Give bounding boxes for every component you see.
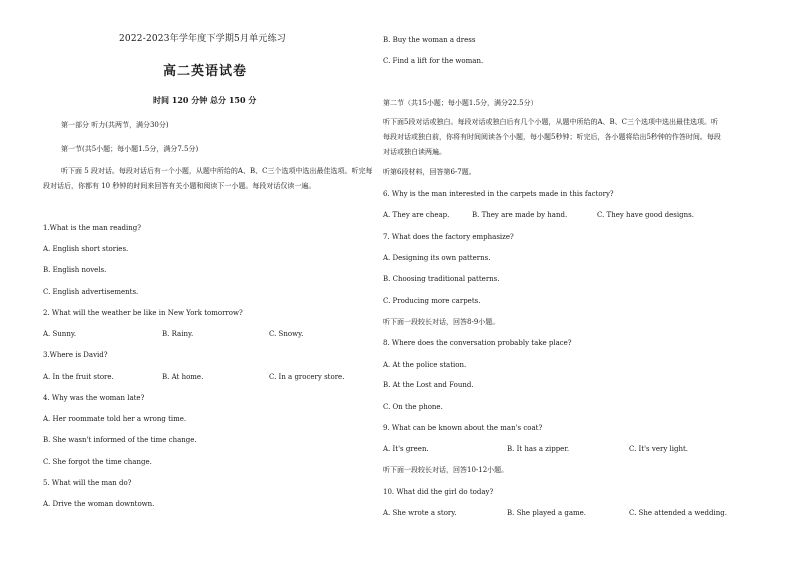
q8-option-b: B. At the Lost and Found. xyxy=(383,381,474,389)
q1-option-b: B. English novels. xyxy=(43,266,107,274)
q9-option-b: B. It has a zipper. xyxy=(507,445,570,453)
q5-option-b: B. Buy the woman a dress xyxy=(383,36,476,44)
q5-option-c: C. Find a lift for the woman. xyxy=(383,57,484,65)
material6-label: 听第6段材料，回答第6-7题。 xyxy=(383,168,476,176)
q4-option-a: A. Her roommate told her a wrong time. xyxy=(43,415,187,423)
part1-heading: 第一部分 听力(共两节，满分30分) xyxy=(61,121,169,129)
q8-stem: 8. Where does the conversation probably take place? xyxy=(383,339,572,347)
q10-option-a: A. She wrote a story. xyxy=(383,509,457,517)
q7-option-b: B. Choosing traditional patterns. xyxy=(383,275,500,283)
q1-option-c: C. English advertisements. xyxy=(43,288,139,296)
q3-option-c: C. In a grocery store. xyxy=(269,373,345,381)
q5-option-a: A. Drive the woman downtown. xyxy=(43,500,155,508)
q3-option-b: B. At home. xyxy=(162,373,204,381)
q2-option-a: A. Sunny. xyxy=(43,330,77,338)
q3-option-a: A. In the fruit store. xyxy=(43,373,114,381)
q6-option-b: B. They are made by hand. xyxy=(472,211,568,219)
q4-stem: 4. Why was the woman late? xyxy=(43,394,145,402)
q10-option-b: B. She played a game. xyxy=(507,509,587,517)
q7-option-a: A. Designing its own patterns. xyxy=(383,254,491,262)
q1-option-a: A. English short stories. xyxy=(43,245,129,253)
q6-option-a: A. They are cheap. xyxy=(383,211,450,219)
section2-intro: 听下面5段对话或独白。每段对话或独白后有几个小题，从题中所给的A、B、C三个选项中选出最佳选项。听每段对话或独白前，你将有时间阅读各个小题，每小题5秒钟；听完后，各小题将给出5秒钟的作答时间。每段对话或独白读两遍。 xyxy=(383,118,721,156)
q5-stem: 5. What will the man do? xyxy=(43,479,132,487)
q4-option-b: B. She wasn't informed of the time change. xyxy=(43,436,197,444)
material7-label: 听下面一段较长对话，回答8-9小题。 xyxy=(383,318,500,326)
q2-option-b: B. Rainy. xyxy=(162,330,194,338)
school-year-title: 2022-2023年学年度下学期5月单元练习 xyxy=(119,34,286,44)
q9-stem: 9. What can be known about the man's coat? xyxy=(383,424,543,432)
q3-stem: 3.Where is David? xyxy=(43,351,108,359)
q9-option-c: C. It's very light. xyxy=(629,445,689,453)
section1-heading: 第一节(共5小题；每小题1.5分，满分7.5分) xyxy=(61,145,199,153)
q9-option-a: A. It's green. xyxy=(383,445,429,453)
q1-stem: 1.What is the man reading? xyxy=(43,224,142,232)
section2-heading: 第二节（共15小题；每小题1.5分，满分22.5分） xyxy=(383,99,538,107)
page-title: 高二英语试卷 xyxy=(163,64,248,79)
q6-option-c: C. They have good designs. xyxy=(597,211,694,219)
q4-option-c: C. She forgot the time change. xyxy=(43,458,152,466)
q8-option-c: C. On the phone. xyxy=(383,403,443,411)
q7-option-c: C. Producing more carpets. xyxy=(383,297,481,305)
q10-stem: 10. What did the girl do today? xyxy=(383,488,494,496)
q2-option-c: C. Snowy. xyxy=(269,330,304,338)
material8-label: 听下面一段较长对话，回答10-12小题。 xyxy=(383,466,509,474)
q10-option-c: C. She attended a wedding. xyxy=(629,509,727,517)
time-score: 时间 120 分钟 总分 150 分 xyxy=(153,95,257,105)
q2-stem: 2. What will the weather be like in New York tomorrow? xyxy=(43,309,243,317)
q7-stem: 7. What does the factory emphasize? xyxy=(383,233,514,241)
q8-option-a: A. At the police station. xyxy=(383,361,467,369)
section1-intro: 听下面 5 段对话。每段对话后有一个小题，从题中所给的A、B、C三个选项中选出最佳选项。听完每段对话后，你都有 10 秒钟的时间来回答有关小题和阅读下一小题。每段对话仅读一遍。 xyxy=(43,167,373,190)
q6-stem: 6. Why is the man interested in the carpets made in this factory? xyxy=(383,190,614,198)
